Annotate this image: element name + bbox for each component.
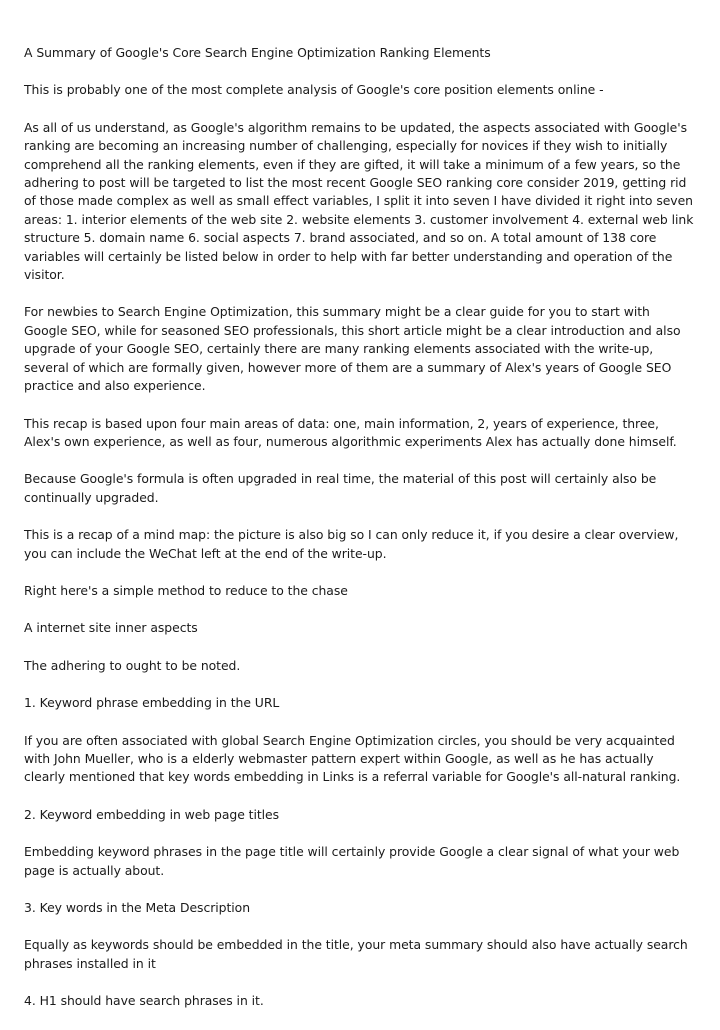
intro-paragraph: This is probably one of the most complete analysis of Google's core position elements online - bbox=[24, 82, 604, 98]
document-page bbox=[24, 44, 696, 1030]
body-paragraph: Equally as keywords should be embedded in the title, your meta summary should also have actually search phrases installed in it bbox=[24, 937, 688, 971]
body-paragraph: Right here's a simple method to reduce to the chase bbox=[24, 582, 348, 598]
list-heading: 3. Key words in the Meta Description bbox=[24, 900, 250, 915]
body-paragraph: Embedding keyword phrases in the page title will certainly provide Google a clear signal of what your web page is actually about. bbox=[24, 844, 680, 878]
body-paragraph: If you are often associated with global Search Engine Optimization circles, you should be very acquainted with John Mueller, who is a elderly webmaster pattern expert within Google, as well as he has actually clearly mentioned that key words embedding in Links is a referral variable for Google's all-natural ranking. bbox=[24, 732, 681, 785]
body-paragraph: This is a recap of a mind map: the picture is also big so I can only reduce it, if you desire a clear overview, you can include the WeChat left at the end of the write-up. bbox=[24, 527, 679, 561]
body-paragraph: For newbies to Search Engine Optimization, this summary might be a clear guide for you to start with Google SEO, while for seasoned SEO professionals, this short article might be a clear introduction and also upgrade of your Google SEO, certainly there are many ranking elements associated with the write-up, several of which are formally given, however more of them are a summary of Alex's years of Google SEO practice and also experience. bbox=[24, 304, 681, 394]
list-heading: 2. Keyword embedding in web page titles bbox=[24, 806, 280, 822]
list-heading: 4. H1 should have search phrases in it. bbox=[24, 993, 264, 1009]
document-title: A Summary of Google's Core Search Engine Optimization Ranking Elements bbox=[24, 45, 491, 60]
body-paragraph: As all of us understand, as Google's algorithm remains to be updated, the aspects associated with Google's ranking are becoming an increasing number of challenging, especially for novices if they wish to initially comprehend all the ranking elements, even if they are gifted, it will take a minimum of a few years, so the adhering to post will be targeted to list the most recent Google SEO ranking core consider 2019, getting rid of those made complex as well as small effect variables, I split it into seven I have divided it right into seven areas: 1. interior elements of the web site 2. website elements 3. customer involvement 4. external web link structure 5. domain name 6. social aspects 7. brand associated, and so on. A total amount of 138 core variables will certainly be listed below in order to help with far better understanding and operation of the visitor. bbox=[24, 119, 694, 283]
body-paragraph: This recap is based upon four main areas of data: one, main information, 2, years of experience, three, Alex's own experience, as well as four, numerous algorithmic experiments Alex has actually done himself. bbox=[24, 415, 677, 449]
list-heading: 1. Keyword phrase embedding in the URL bbox=[24, 695, 280, 711]
section-heading: A internet site inner aspects bbox=[24, 620, 198, 636]
body-paragraph: The adhering to ought to be noted. bbox=[24, 657, 241, 673]
body-paragraph: Because Google's formula is often upgraded in real time, the material of this post will certainly also be continually upgraded. bbox=[24, 471, 657, 505]
